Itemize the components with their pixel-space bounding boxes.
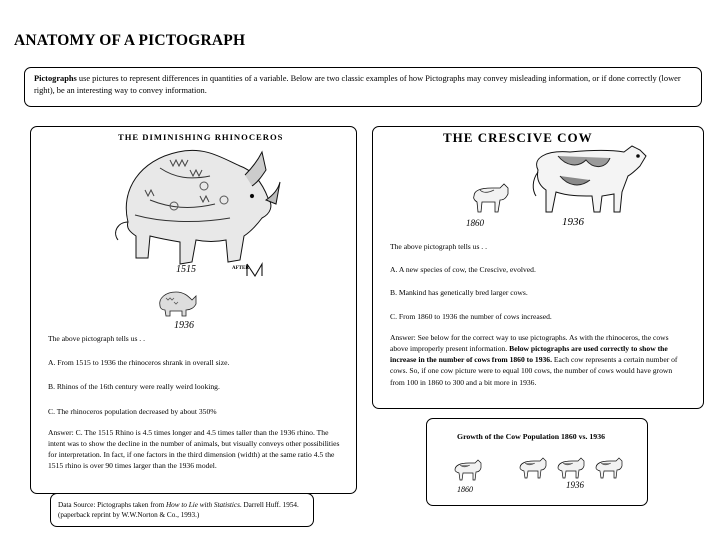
- cow-option-b: B. Mankind has genetically bred larger cows.: [390, 288, 528, 298]
- rhino-answer: Answer: C. The 1515 Rhino is 4.5 times longer and 4.5 times taller than the 1936 rhino. The intent was to show the decline in the number of animals, but visually conveys other possibilities for interpretation. In fact, if one factors in the third dimension (width) at the same ratio 4.5 the 1515 rhino is over 90 times larger than the 1936 model.: [48, 427, 340, 471]
- page-title: ANATOMY OF A PICTOGRAPH: [14, 32, 246, 49]
- growth-year-1936: 1936: [566, 480, 584, 490]
- rhino-option-a: A. From 1515 to 1936 the rhinoceros shrank in overall size.: [48, 358, 230, 368]
- cow-answer-plain: Answer: See below for the correct way to use pictographs. As with the rhinoceros, the cows above improperly present information.: [390, 332, 669, 354]
- source-text: [58, 500, 308, 521]
- cow-icon-1936-b: [558, 458, 584, 478]
- cow-icon-1936-partial: [630, 458, 656, 478]
- rhino-option-b: B. Rhinos of the 16th century were really weird looking.: [48, 382, 220, 392]
- cow-year-1936: 1936: [562, 216, 584, 228]
- growth-year-1860: 1860: [457, 485, 473, 494]
- rhino-intro: The above pictograph tells us . .: [48, 334, 146, 343]
- rhino-signature: AFTER: [232, 266, 249, 271]
- rhino-year-1515: 1515: [176, 264, 196, 275]
- intro-lead: Pictographs: [34, 74, 77, 83]
- source-prefix: Data Source: Pictographs taken from: [58, 501, 166, 509]
- cow-answer-tail: Each cow represents a certain number of cows. So, if one cow picture were to equal 100 cows, the number of cows would have grown from 100 in 1860 to 300 and a bit more in 1936.: [390, 355, 678, 387]
- cow-growth-title: Growth of the Cow Population 1860 vs. 1936: [457, 432, 606, 441]
- intro-text: use pictures to represent differences in quantities of a variable. Below are two classic examples of how Pictographs may convey misleading information, or if done correctly (lower right), be an interesting way to convey information.: [34, 74, 681, 95]
- cow-intro: The above pictograph tells us . .: [390, 242, 488, 251]
- cow-answer-bold: Below pictographs are used correctly to show the increase in the number of cows from 1860 to 1936.: [390, 344, 668, 365]
- cow-option-c: C. From 1860 to 1936 the number of cows increased.: [390, 311, 552, 321]
- cow-icon-1860: [455, 460, 481, 480]
- cow-icon-1936-a: [520, 458, 546, 478]
- rhino-caption: THE DIMINISHING RHINOCEROS: [118, 132, 284, 142]
- cow-caption: THE CRESCIVE COW: [443, 130, 593, 145]
- cow-option-a: A. A new species of cow, the Crescive, evolved.: [390, 265, 536, 275]
- source-book: How to Lie with Statistics: [165, 501, 240, 509]
- cow-icon-1936-c: [596, 458, 622, 478]
- rhino-option-c: C. The rhinoceros population decreased by about 350%: [48, 406, 217, 416]
- rhino-year-1936: 1936: [174, 320, 194, 331]
- cow-year-1860: 1860: [466, 218, 484, 228]
- source-suffix: . Darrell Huff. 1954. (paperback reprint by W.W.Norton & Co., 1993.): [58, 501, 299, 520]
